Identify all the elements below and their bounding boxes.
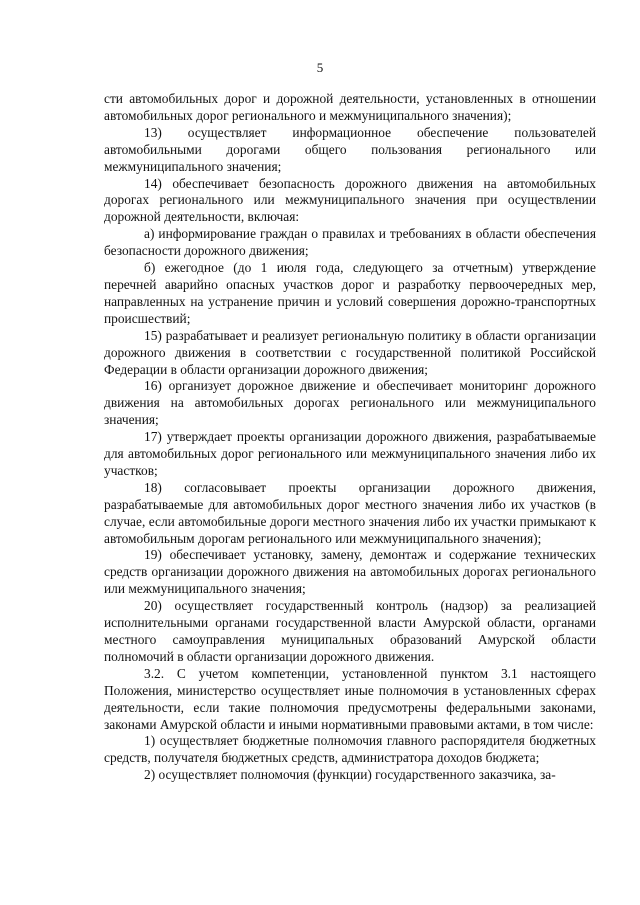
paragraph-item-18: 18) согласовывает проекты организации дорожного движения, разрабатываемые для автомобильных дорог местного значения либо их участков (в случае, если автомобильные дороги местного значения либо их участки примыкают к автомобильным дорогам регионального или межмуниципального значения); — [104, 479, 596, 546]
paragraph-subitem-1: 1) осуществляет бюджетные полномочия главного распорядителя бюджетных средств, получателя бюджетных средств, администратора доходов бюджета; — [104, 733, 596, 766]
paragraph-item-16: 16) организует дорожное движение и обеспечивает мониторинг дорожного движения на автомобильных дорогах регионального или межмуниципального значения; — [104, 378, 596, 428]
paragraph-section-3-2: 3.2. С учетом компетенции, установленной пунктом 3.1 настоящего Положения, министерство осуществляет иные полномочия в установленных сферах деятельности, если такие полномочия предусмотрены федеральными законами, законами Амурской области и иными нормативными правовыми актами, в том числе: — [104, 665, 596, 732]
paragraph-subitem-2: 2) осуществляет полномочия (функции) государственного заказчика, за- — [144, 767, 556, 783]
paragraph-item-20: 20) осуществляет государственный контроль (надзор) за реализацией исполнительными органами государственной власти Амурской области, органами местного самоуправления муниципальных образований Амурской области полномочий в области организации дорожного движения. — [104, 598, 596, 664]
paragraph-subitem-b: б) ежегодное (до 1 июля года, следующего за отчетным) утверждение перечней аварийно опасных участков дорог и разработку первоочередных мер, направленных на устранение причин и условий совершения дорожно-транспортных происшествий; — [104, 260, 596, 326]
paragraph-item-13: 13) осуществляет информационное обеспечение пользователей автомобильными дорогами общего пользования регионального или межмуниципального значения; — [104, 124, 596, 174]
paragraph-item-15: 15) разрабатывает и реализует региональную политику в области организации дорожного движения в соответствии с государственной политикой Российской Федерации в области организации дорожного движения; — [104, 327, 596, 377]
paragraph-item-14: 14) обеспечивает безопасность дорожного движения на автомобильных дорогах регионального или межмуниципального значения при осуществлении дорожной деятельности, включая: — [104, 175, 596, 225]
paragraph-continuation: сти автомобильных дорог и дорожной деятельности, установленных в отношении автомобильных дорог регионального и межмуниципального значения); — [104, 91, 596, 123]
paragraph-item-17: 17) утверждает проекты организации дорожного движения, разрабатываемые для автомобильных дорог регионального или межмуниципального значения либо их участков; — [104, 429, 596, 478]
paragraph-subitem-a: а) информирование граждан о правилах и требованиях в области обеспечения безопасности дорожного движения; — [104, 226, 596, 259]
page-number: 5 — [316, 60, 324, 75]
document-body — [104, 91, 596, 784]
paragraph-item-19: 19) обеспечивает установку, замену, демонтаж и содержание технических средств организации дорожного движения на автомобильных дорогах регионального или межмуниципального значения; — [104, 547, 596, 597]
